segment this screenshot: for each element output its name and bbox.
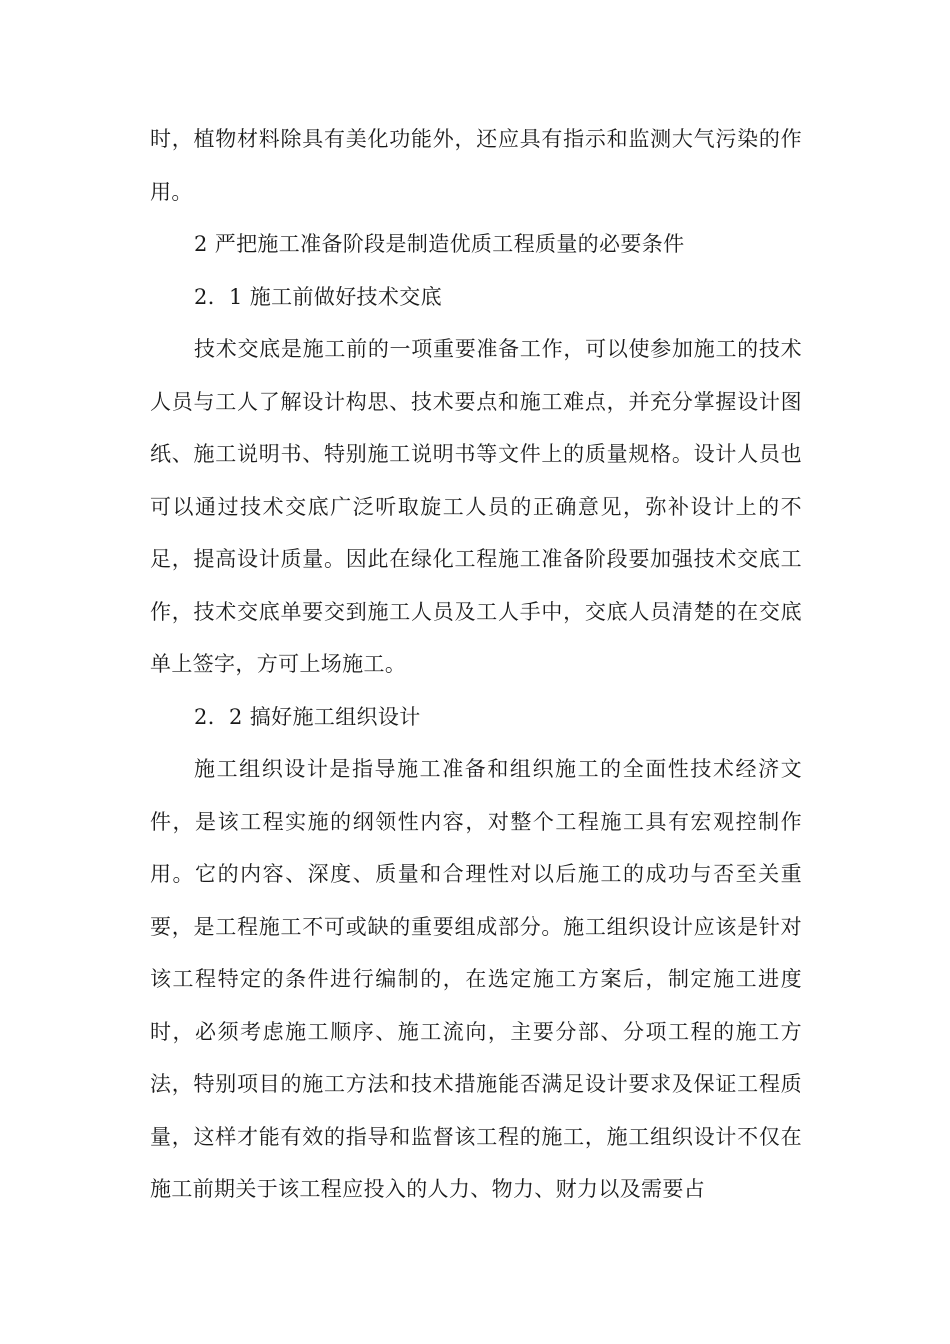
subsection-heading-2-2: 2．2 搞好施工组织设计 — [194, 704, 421, 729]
document-body — [150, 113, 802, 1216]
section-heading-2: 2 严把施工准备阶段是制造优质工程质量的必要条件 — [194, 232, 685, 256]
paragraph-technical-briefing: 技术交底是施工前的一项重要准备工作，可以使参加施工的技术人员与工人了解设计构思、技术要点和施工难点，并充分掌握设计图纸、施工说明书、特别施工说明书等文件上的质量规格。设计人员也可以通过技术交底广泛听取旋工人员的正确意见，弥补设计上的不足，提高设计质量。因此在绿化工程施工准备阶段要加强技术交底工作，技术交底单要交到施工人员及工人手中，交底人员清楚的在交底单上签字，方可上场施工。 — [150, 337, 802, 676]
paragraph-continuation: 时，植物材料除具有美化功能外，还应具有指示和监测大气污染的作用。 — [150, 127, 802, 204]
paragraph-construction-organization-design: 施工组织设计是指导施工准备和组织施工的全面性技术经济文件，是该工程实施的纲领性内容，对整个工程施工具有宏观控制作用。它的内容、深度、质量和合理性对以后施工的成功与否至关重要，是工程施工不可或缺的重要组成部分。施工组织设计应该是针对该工程特定的条件进行编制的，在选定施工方案后，制定施工进度时，必须考虑施工顺序、施工流向，主要分部、分项工程的施工方法，特别项目的施工方法和技术措施能否满足设计要求及保证工程质量，这样才能有效的指导和监督该工程的施工，施工组织设计不仅在施工前期关于该工程应投入的人力、物力、财力以及需要占 — [150, 757, 802, 1201]
subsection-heading-2-1: 2．1 施工前做好技术交底 — [194, 284, 442, 309]
